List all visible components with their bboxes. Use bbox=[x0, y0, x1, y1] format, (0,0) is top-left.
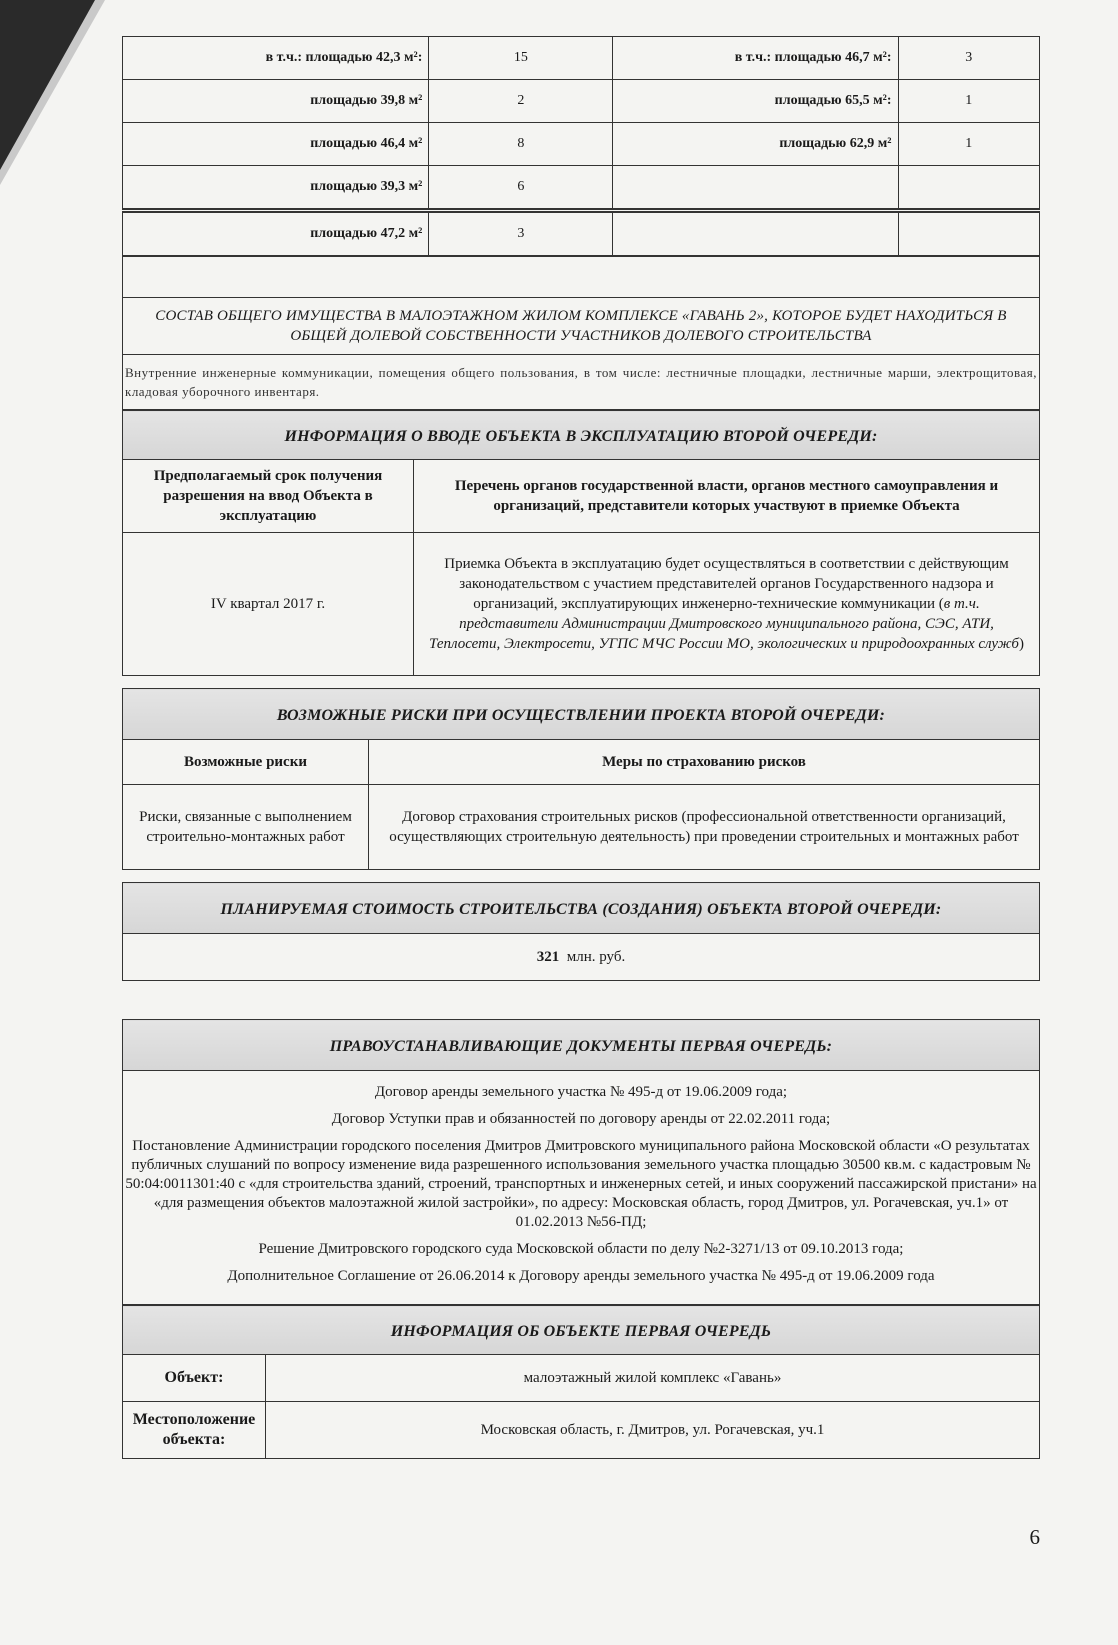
area-table bbox=[122, 36, 1040, 256]
table-row bbox=[123, 883, 1040, 934]
table-row bbox=[123, 533, 1040, 676]
title-documents-list bbox=[123, 1071, 1040, 1305]
table-row bbox=[123, 37, 1040, 80]
commissioning-acceptance bbox=[414, 533, 1040, 676]
table-row bbox=[123, 1071, 1040, 1305]
table-row bbox=[123, 257, 1040, 298]
table-row bbox=[123, 1020, 1040, 1071]
spacer bbox=[122, 870, 1040, 882]
empty-band bbox=[123, 257, 1040, 298]
area-count: 8 bbox=[429, 123, 613, 166]
area-label: площадью 46,4 м² bbox=[123, 123, 429, 166]
table-row bbox=[123, 298, 1040, 355]
measures-header: Меры по страхованию рисков bbox=[369, 740, 1040, 785]
risks-title: ВОЗМОЖНЫЕ РИСКИ ПРИ ОСУЩЕСТВЛЕНИИ ПРОЕКТА ВТОРОЙ ОЧЕРЕДИ: bbox=[123, 689, 1040, 740]
table-row bbox=[123, 740, 1040, 785]
area-label: площадью 39,3 м² bbox=[123, 166, 429, 211]
page-fold bbox=[0, 0, 95, 170]
area-count: 15 bbox=[429, 37, 613, 80]
area-label bbox=[613, 166, 898, 211]
table-row bbox=[123, 460, 1040, 533]
commissioning-bodies-header: Перечень органов государственной власти, органов местного самоуправления и организаций, представители которых участвуют в приемке Объекта bbox=[414, 460, 1040, 533]
area-count: 1 bbox=[898, 123, 1040, 166]
object-value: малоэтажный жилой комплекс «Гавань» bbox=[266, 1355, 1040, 1402]
cost-amount: 321 bbox=[536, 949, 560, 965]
title-documents-title: ПРАВОУСТАНАВЛИВАЮЩИЕ ДОКУМЕНТЫ ПЕРВАЯ ОЧЕРЕДЬ: bbox=[123, 1020, 1040, 1071]
location-label: Местоположение объекта: bbox=[123, 1402, 266, 1459]
cost-value bbox=[123, 934, 1040, 981]
area-count: 3 bbox=[429, 211, 613, 256]
object-info-title: ИНФОРМАЦИЯ ОБ ОБЪЕКТЕ ПЕРВАЯ ОЧЕРЕДЬ bbox=[123, 1306, 1040, 1355]
area-label: площадью 62,9 м² bbox=[613, 123, 898, 166]
commissioning-title: ИНФОРМАЦИЯ О ВВОДЕ ОБЪЕКТА В ЭКСПЛУАТАЦИЮ ВТОРОЙ ОЧЕРЕДИ: bbox=[123, 411, 1040, 460]
title-documents-table bbox=[122, 1019, 1040, 1305]
object-label: Объект: bbox=[123, 1355, 266, 1402]
acceptance-text: Приемка Объекта в эксплуатацию будет осуществляться в соответствии с действующим законодательством с участием представителей органов Государственного надзора и организаций, эксплуатирующих инженерно-технические коммуникации ( bbox=[444, 556, 1009, 612]
common-property-table bbox=[122, 256, 1040, 410]
risk-measure: Договор страхования строительных рисков (профессиональной ответственности организаций, осуществляющих строительную деятельность) при проведении строительных и монтажных работ bbox=[369, 785, 1040, 870]
list-item: Дополнительное Соглашение от 26.06.2014 к Договору аренды земельного участка № 495-д от 19.06.2009 года bbox=[227, 1268, 935, 1284]
list-item: Решение Дмитровского городского суда Московской области по делу №2-3271/13 от 09.10.2013 года; bbox=[258, 1241, 904, 1257]
spacer bbox=[122, 676, 1040, 688]
area-count: 2 bbox=[429, 80, 613, 123]
table-row bbox=[123, 1306, 1040, 1355]
table-row bbox=[123, 689, 1040, 740]
cost-title: ПЛАНИРУЕМАЯ СТОИМОСТЬ СТРОИТЕЛЬСТВА (СОЗДАНИЯ) ОБЪЕКТА ВТОРОЙ ОЧЕРЕДИ: bbox=[123, 883, 1040, 934]
object-info-table bbox=[122, 1305, 1040, 1459]
table-row bbox=[123, 1355, 1040, 1402]
table-row bbox=[123, 934, 1040, 981]
spacer bbox=[122, 981, 1040, 1019]
list-item: Договор Уступки прав и обязанностей по договору аренды от 22.02.2011 года; bbox=[331, 1111, 831, 1127]
area-count: 1 bbox=[898, 80, 1040, 123]
page-number: 6 bbox=[1029, 1525, 1040, 1549]
cost-table bbox=[122, 882, 1040, 981]
risks-header: Возможные риски bbox=[123, 740, 369, 785]
cost-unit: млн. руб. bbox=[566, 949, 626, 965]
area-count bbox=[898, 166, 1040, 211]
commissioning-table bbox=[122, 410, 1040, 676]
table-row bbox=[123, 166, 1040, 211]
common-property-text: Внутренние инженерные коммуникации, помещения общего пользования, в том числе: лестничные площадки, лестничные марши, электрощитовая, кладовая уборочного инвентаря. bbox=[123, 355, 1040, 410]
acceptance-participants: в т.ч. представители Администрации Дмитровского муниципального района, СЭС, АТИ, Теплосети, Электросети, УГПС МЧС России МО, экологических и природоохранных служб bbox=[429, 596, 1019, 652]
commissioning-term-header: Предполагаемый срок получения разрешения на ввод Объекта в эксплуатацию bbox=[123, 460, 414, 533]
table-row bbox=[123, 411, 1040, 460]
table-row bbox=[123, 785, 1040, 870]
common-property-title: СОСТАВ ОБЩЕГО ИМУЩЕСТВА В МАЛОЭТАЖНОМ ЖИЛОМ КОМПЛЕКСЕ «ГАВАНЬ 2», КОТОРОЕ БУДЕТ НАХОДИТЬСЯ В ОБЩЕЙ ДОЛЕВОЙ СОБСТВЕННОСТИ УЧАСТНИКОВ ДОЛЕВОГО СТРОИТЕЛЬСТВА bbox=[123, 298, 1040, 355]
acceptance-close: ) bbox=[1018, 636, 1024, 652]
area-label: площадью 47,2 м² bbox=[123, 211, 429, 256]
area-count: 3 bbox=[898, 37, 1040, 80]
area-label: площадью 39,8 м² bbox=[123, 80, 429, 123]
risk-item: Риски, связанные с выполнением строительно-монтажных работ bbox=[123, 785, 369, 870]
table-row bbox=[123, 123, 1040, 166]
area-label: в т.ч.: площадью 46,7 м²: bbox=[613, 37, 898, 80]
empty-cell bbox=[898, 211, 1040, 256]
document-sheet bbox=[122, 36, 1040, 1459]
table-row bbox=[123, 211, 1040, 256]
area-count: 6 bbox=[429, 166, 613, 211]
table-row bbox=[123, 80, 1040, 123]
area-label: площадью 65,5 м²: bbox=[613, 80, 898, 123]
table-row bbox=[123, 1402, 1040, 1459]
table-row bbox=[123, 355, 1040, 410]
list-item: Договор аренды земельного участка № 495-д от 19.06.2009 года; bbox=[374, 1084, 788, 1100]
empty-cell bbox=[613, 211, 898, 256]
list-item: Постановление Администрации городского поселения Дмитров Дмитровского муниципального района Московской области «О результатах публичных слушаний по вопросу изменение вида разрешенного использования земельного участка площадью 30500 кв.м. с кадастровым № 50:04:0011301:40 с «для строительства зданий, строений, транспортных и инженерных сетей, и иных сооружений пассажирской пристани» на «для размещения объектов малоэтажной жилой застройки», по адресу: Московская область, город Дмитров, ул. Рогачевская, уч.1» от 01.02.2013 №56-ПД; bbox=[125, 1138, 1037, 1230]
risks-table bbox=[122, 688, 1040, 870]
location-value: Московская область, г. Дмитров, ул. Рогачевская, уч.1 bbox=[266, 1402, 1040, 1459]
area-label: в т.ч.: площадью 42,3 м²: bbox=[123, 37, 429, 80]
commissioning-term: IV квартал 2017 г. bbox=[123, 533, 414, 676]
